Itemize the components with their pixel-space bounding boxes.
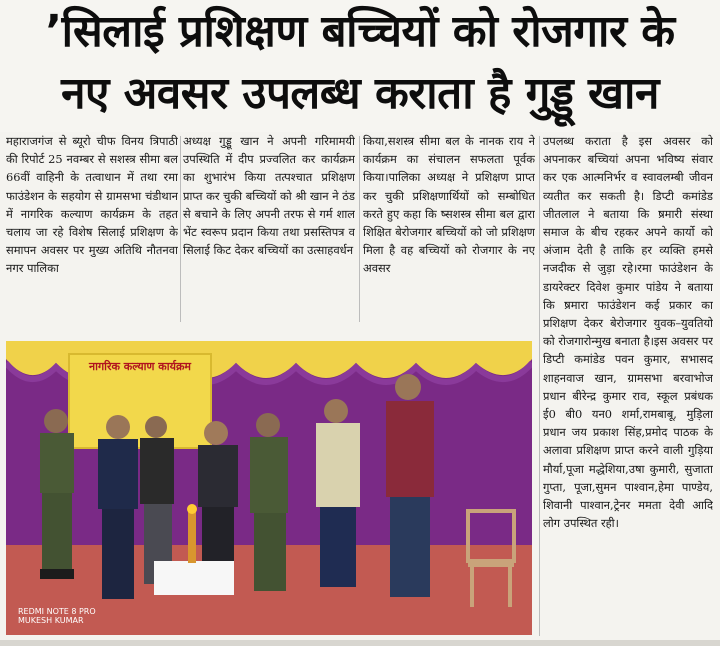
person-beige-vest [316,399,360,587]
plastic-chair [468,511,514,607]
event-photo [6,341,532,635]
person-dark-jacket [140,416,174,584]
watermark-device: REDMI NOTE 8 PRO [18,607,96,616]
headline-line-2: नए अवसर उपलब्ध कराता है गुड्डू खान [61,68,659,119]
banner-title: नागरिक कल्याण कार्यक्रम [89,360,191,373]
column-divider [539,136,540,636]
camera-watermark [18,607,96,625]
person-red-sweater [386,374,434,597]
article-column-1: महाराजगंज से ब्यूरो चीफ विनय त्रिपाठी की रिपोर्ट 25 नवम्बर से सशस्त्र सीमा बल 66वीं वाहिनी के तत्वाधान में तथा रमा फाउंडेशन के सहयोग से ग्रामसभा चंडीथान में नागरिक कल्याण कार्यक्रम के तहत चलाय जा रहे विशेष सिलाई प्रशिक्षण के समापन अवसर पर मुख्य अतिथि नौतनवा नगर पालिका [6,134,178,276]
column-divider [180,136,181,322]
article-column-4: उपलब्ध कराता है इस अवसर को अपनाकर बच्चियां अपना भविष्य संवार कर एक आत्मनिर्भर व स्वावलम्बी जीवन व्यतीत कर सकती है। डिप्टी कमांडेड जीतलाल ने बताया कि ष्रमारी संस्था समाज के बीच रहकर अपने कार्यो को अंजाम देती है ताकि हर व्यक्ति हमसे नजदीक से जुड़ा रहे।रमा फाउंडेशन के डायरेक्टर दिवेश कुमार पांडेय ने बताया कि ष्रमारा फाउंडेशन कई प्रकार का प्रशिक्षण देकर बेरोजगार युवक–युवतियो को रोजगारोन्मुख बनाता है।इस अवसर पर डिप्टी कमांडेड पवन कुमार, सभासद शाहनवाज खान, ग्रामसभा बरवाभोज प्रधान बीरेन्द्र कुमार राव, स्कूल प्रबंधक ई0 बी0 यन0 शर्मा,रामबाबू, मुड़िला प्रधान जय प्रकाश सिंह,प्रमोद पाठक के अलावा प्रशिक्षण प्राप्त करने वाली गुड़िया मौर्या,पूजा मद्धेशिया,उषा कुमारी, सुजाता गुप्ता, पूजा,सुमन पाश्वान,हेमा पाण्डेय, शिवानी पाश्वान,ट्रेनर ममता देवी आदि लोग उपस्थित रही। [543,134,713,531]
person-navy-coat [98,415,138,599]
article-column-2: अध्यक्ष गुड्डू खान ने अपनी गरिमामयी उपस्थिति में दीप प्रज्वलित कर कार्यक्रम का शुभारंभ किया तत्पश्चात प्रशिक्षण प्राप्त कर चुकी बच्चियों को श्री खान ने ठंड से बचाने के लिए अपनी तरफ से गर्म शाल भेंट स्वरूप प्रदान किया तथा प्रसस्तिपत्र व सिलाई किट देकर बच्चियों का उत्साहवर्धन [183,134,355,258]
page-bottom-rule [0,640,720,646]
people-group [6,341,532,635]
person-soldier-center [250,413,288,591]
article-column-3: किया,सशस्त्र सीमा बल के नानक राय ने कार्यक्रम का संचालन सफलता पूर्वक किया।पालिका अध्यक्ष ने प्रशिक्षण प्राप्त कर चुकी प्रशिक्षणार्थियों को सम्बोधित करते हुए कहा कि ष्सशस्त्र सीमा बल द्वारा शिक्षित बेरोजगार बच्चियों को जो प्रशिक्षण मिला है वह बच्चियों को रोजगार के नए अवसर [363,134,535,276]
person-soldier-left [40,409,74,579]
headline [0,0,720,132]
watermark-author: MUKESH KUMAR [18,616,84,625]
headline-line-1: ’सिलाई प्रशिक्षण बच्चियों को रोजगार के [45,6,675,57]
column-divider [359,136,360,322]
